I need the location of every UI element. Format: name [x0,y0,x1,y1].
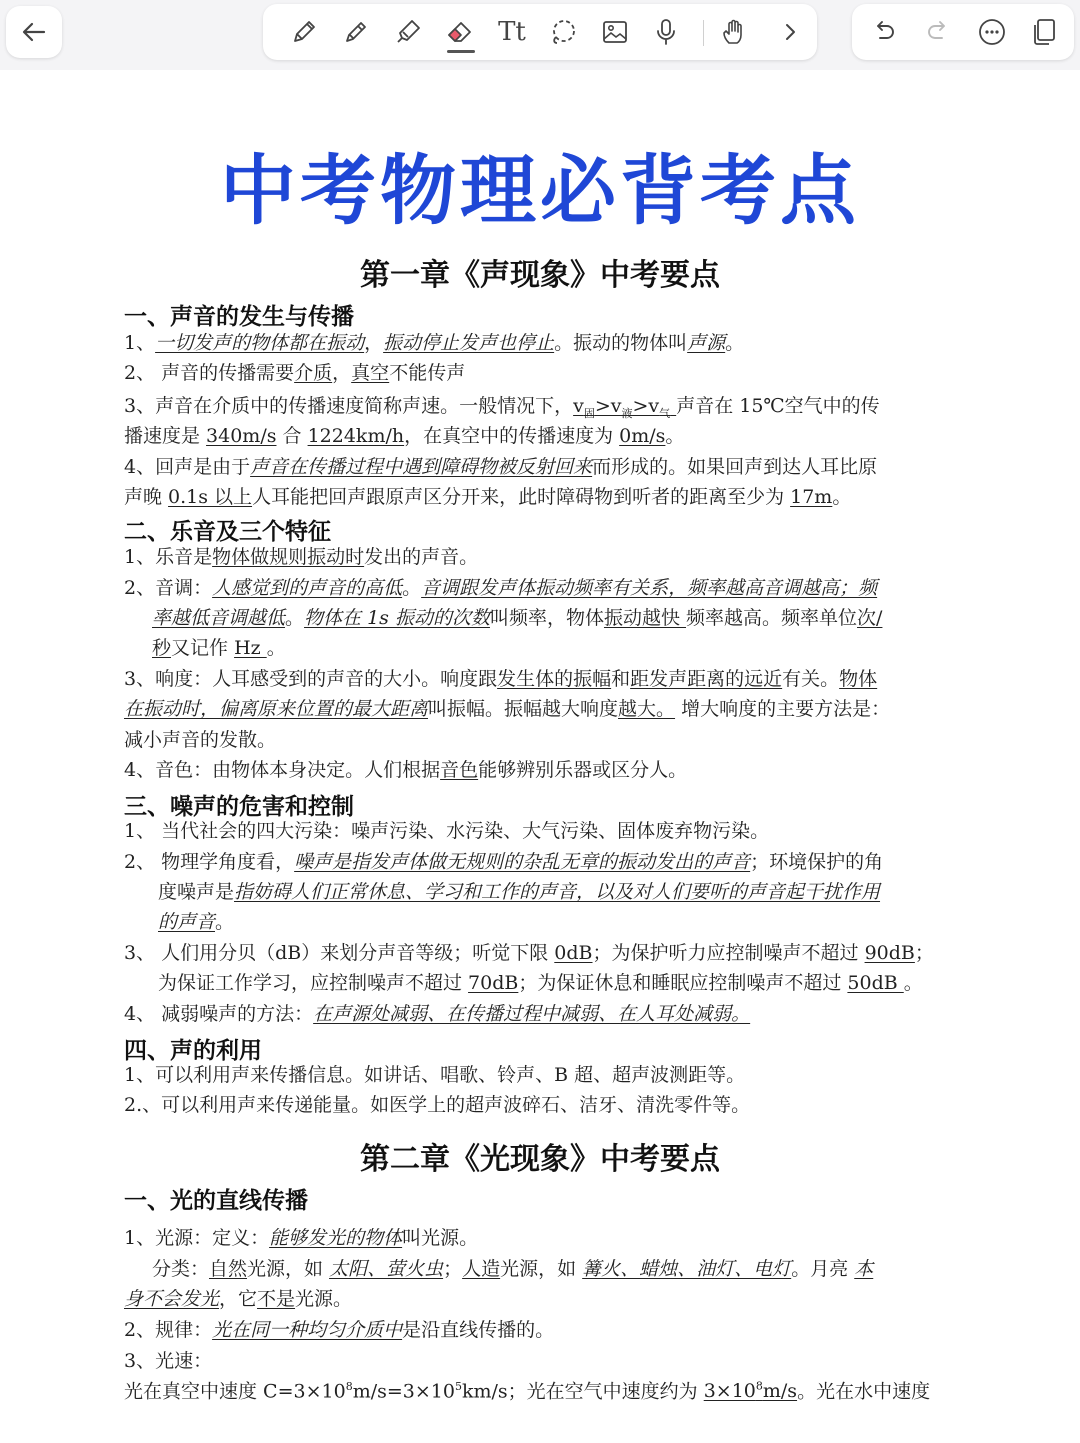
pen-icon[interactable] [286,14,322,50]
page-title: 中考物理必背考点 [220,146,860,235]
text-line: 的声音。 [158,911,235,933]
text-line: 3、响度：人耳感受到的声音的大小。响度跟发生体的振幅和距发声距离的远近有关。物体 [124,668,878,690]
toolbar-divider [703,20,704,46]
text-line: 身不会发光，它不是光源。 [124,1288,353,1310]
text-line: 1、一切发声的物体都在振动，振动停止发声也停止。振动的物体叫声源。 [124,332,745,354]
text-line: 率越低音调越低。物体在 1s 振动的次数叫频率，物体振动越快 频率越高。频率单位次/ [152,607,883,629]
highlighter-icon[interactable] [390,14,426,50]
section-title: 一、声音的发生与传播 [124,303,354,330]
pencil-icon[interactable] [338,14,374,50]
text-line: 2、 声音的传播需要介质，真空不能传声 [124,362,466,384]
text-line: 在振动时，偏离原来位置的最大距离叫振幅。振幅越大响度越大。 增大响度的主要方法是： [124,698,891,720]
text-line: 4、 减弱噪声的方法：在声源处减弱、在传播过程中减弱、在人耳处减弱。 [124,1003,751,1025]
chapter-1-heading: 第一章《声现象》中考要点 [360,258,720,293]
text-line: 分类：自然光源，如 太阳、萤火虫；人造光源，如 篝火、蜡烛、油灯、电灯。月亮 本 [152,1258,874,1280]
text-line: 播速度是 340m/s 合 1224km/h，在真空中的传播速度为 0m/s。 [124,425,685,447]
arrow-left-icon [19,17,49,51]
text-line: 2.、可以利用声来传递能量。如医学上的超声波碎石、洁牙、清洗零件等。 [124,1094,751,1116]
microphone-icon[interactable] [648,14,684,50]
text-line: 光在真空中速度 $C=3\times 10^8m/s=3\times 10^5km/s$；光在空气中速度约为 $3\times 10^8m/s$。光在水中速度 [124,1380,931,1403]
text-line: 4、回声是由于声音在传播过程中遇到障碍物被反射回来而形成的。如果回声到达人耳比原 [124,456,878,478]
lasso-icon[interactable] [545,14,581,50]
pages-icon[interactable] [1026,14,1062,50]
text-line: 1、乐音是物体做规则振动时发出的声音。 [124,546,479,568]
text-line: 3、光速： [124,1350,213,1372]
redo-icon[interactable] [920,14,956,50]
active-tool-indicator [447,50,475,53]
text-line: 2、规律：光在同一种均匀介质中是沿直线传播的。 [124,1319,555,1341]
hand-draw-icon[interactable] [716,14,752,50]
text-line: 1、光源：定义：能够发光的物体叫光源。 [124,1227,479,1249]
text-line: 秒又记作 Hz 。 [152,637,286,659]
image-icon[interactable] [597,14,633,50]
text-line: 1、可以利用声来传播信息。如讲话、唱歌、铃声、B 超、超声波测距等。 [124,1064,746,1086]
text-line: 度噪声是指妨碍人们正常休息、学习和工作的声音，以及对人们要听的声音起干扰作用 [158,881,881,903]
undo-icon[interactable] [866,14,902,50]
text-line: 减小声音的发散。 [124,729,277,751]
section-title: 四、声的利用 [124,1037,262,1064]
chapter-2-heading: 第二章《光现象》中考要点 [360,1142,720,1177]
text-line: 为保证工作学习，应控制噪声不超过 70dB；为保证休息和睡眠应控制噪声不超过 50dB 。 [158,972,923,994]
section-title: 一、光的直线传播 [124,1187,308,1214]
more-options-icon[interactable] [974,14,1010,50]
text-line: 声晚 0.1s 以上人耳能把回声跟原声区分开来，此时障碍物到听者的距离至少为 17m。 [124,486,852,508]
chevron-right-icon[interactable] [772,14,808,50]
text-line: 2、 物理学角度看，噪声是指发声体做无规则的杂乱无章的振动发出的声音；环境保护的角 [124,851,884,873]
section-title: 二、乐音及三个特征 [124,518,331,545]
text-line: 2、音调：人感觉到的声音的高低。音调跟发声体振动频率有关系，频率越高音调越高；频 [124,577,878,599]
text-line: 3、声音在介质中的传播速度简称声速。一般情况下，$v_固>v_液>v_气$ 声音在 15℃空气中的传 [124,395,880,420]
toolbar [0,0,1080,70]
document-page[interactable] [0,70,1080,1443]
text-line: 3、 人们用分贝（dB）来划分声音等级；听觉下限 0dB；为保护听力应控制噪声不超过 90dB； [124,942,934,964]
section-title: 三、噪声的危害和控制 [124,793,354,820]
back-button[interactable] [6,6,62,58]
text-line: 1、 当代社会的四大污染：噪声污染、水污染、大气污染、固体废弃物污染。 [124,820,770,842]
eraser-icon[interactable] [442,14,478,50]
text-tool-icon[interactable]: Tt [498,17,526,47]
text-line: 4、音色：由物体本身决定。人们根据音色能够辨别乐器或区分人。 [124,759,688,781]
